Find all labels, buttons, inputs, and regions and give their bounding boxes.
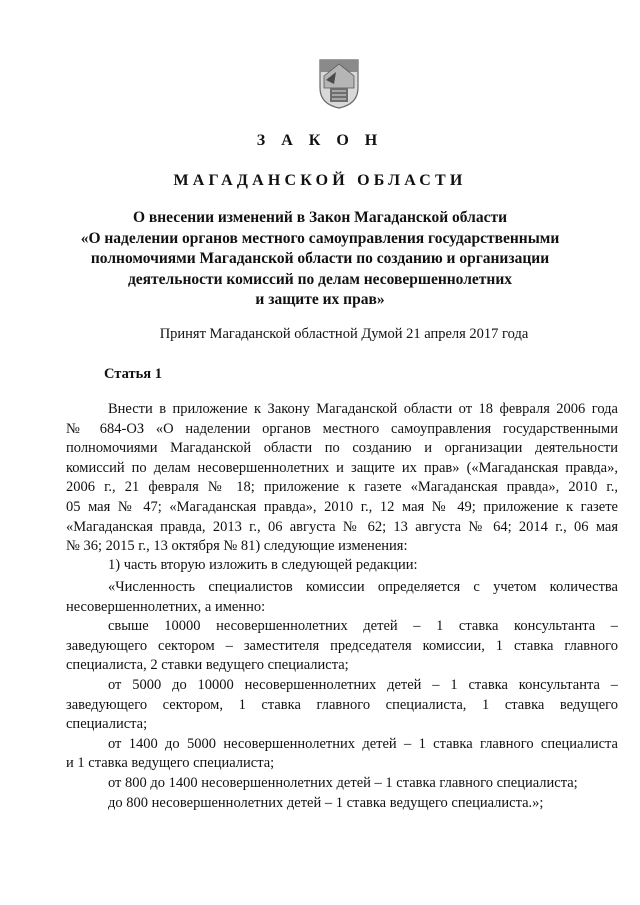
article-heading: Статья 1 [104, 366, 162, 382]
subject-line: деятельности комиссий по делам несовершеннолетних [127, 270, 513, 288]
quote-line: заведующего сектором, 1 ставка главного специалиста, 1 ставка ведущего [66, 696, 618, 713]
paragraph-line: полномочиями Магаданской области по созданию и организации деятельности [66, 440, 618, 457]
item-1-line: 1) часть вторую изложить в следующей редакции: [108, 557, 418, 573]
paragraph-line: 05 мая № 47; «Магаданская правда», 2010 г., 12 мая № 49; приложение к газете [66, 498, 618, 515]
paragraph-line: «Магаданская правда, 2013 г., 06 августа № 62; 13 августа № 64; 2014 г., 06 мая [66, 518, 618, 535]
quote-line: специалиста; [66, 716, 148, 733]
quote-line: «Численность специалистов комиссии определяется с учетом количества [108, 579, 618, 595]
quote-line: свыше 10000 несовершеннолетних детей – 1 ставка консультанта – [108, 618, 618, 635]
quote-line: несовершеннолетних, а именно: [66, 598, 266, 615]
subject-line: полномочиями Магаданской области по созданию и организации [90, 250, 550, 267]
paragraph-line: № 36; 2015 г., 13 октября № 81) следующие изменения: [66, 538, 408, 555]
quoted-text-block [66, 578, 618, 813]
document-type-title: З А К О Н [256, 132, 384, 149]
subject-line: и защите их прав» [255, 291, 385, 308]
quote-line: заведующего сектором – заместителя председателя комиссии, 1 ставка главного [66, 637, 618, 654]
law-subject-heading [60, 208, 580, 311]
paragraph-line: Внести в приложение к Закону Магаданской области от 18 февраля 2006 года [108, 401, 618, 417]
adoption-note: Принят Магаданской областной Думой 21 апреля 2017 года [159, 326, 529, 342]
quote-line: до 800 несовершеннолетних детей – 1 ставка ведущего специалиста.»; [108, 794, 544, 811]
region-title: МАГАДАНСКОЙ ОБЛАСТИ [173, 172, 467, 189]
amendment-item [66, 556, 618, 576]
paragraph-line: комиссий по делам несовершеннолетних и защите их прав» («Магаданская правда», [66, 459, 618, 476]
intro-paragraph [66, 400, 618, 557]
quote-line: от 5000 до 10000 несовершеннолетних детей – 1 ставка консультанта – [108, 676, 618, 693]
subject-line: «О наделении органов местного самоуправления государственными [80, 229, 560, 247]
quote-line: от 800 до 1400 несовершеннолетних детей – 1 ставка главного специалиста; [108, 774, 578, 791]
quote-line: специалиста, 2 ставки ведущего специалиста; [66, 657, 349, 674]
paragraph-line: 2006 г., 21 февраля № 18; приложение к газете «Магаданская правда», 2010 г., [66, 479, 618, 496]
quote-line: и 1 ставка ведущего специалиста; [66, 755, 275, 772]
coat-of-arms-icon [318, 58, 360, 110]
quote-line: от 1400 до 5000 несовершеннолетних детей – 1 ставка главного специалиста [108, 735, 618, 752]
subject-line: О внесении изменений в Закон Магаданской области [132, 209, 508, 226]
paragraph-line: № 684-ОЗ «О наделении органов местного самоуправления государственными [66, 420, 618, 437]
